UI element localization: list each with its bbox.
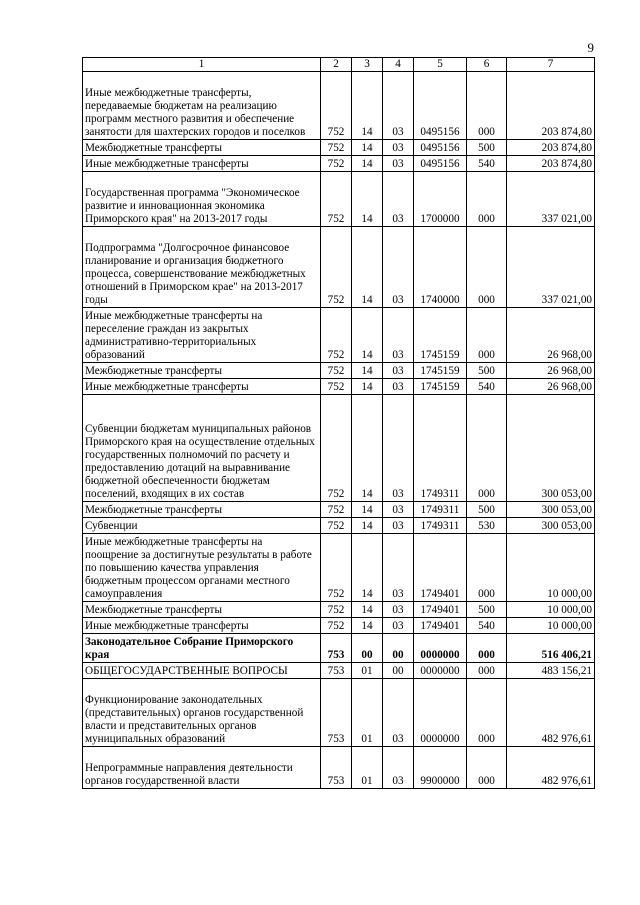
section-code: 14 [352,534,383,602]
section-code: 14 [352,602,383,618]
expense-type-code: 540 [467,156,507,172]
row-name: Межбюджетные трансферты [83,502,321,518]
section-code: 01 [352,679,383,747]
target-article-code: 0495156 [414,72,467,140]
expense-type-code: 000 [467,747,507,789]
column-header: 3 [352,58,383,72]
table-row [83,379,595,395]
subsection-code: 03 [383,140,414,156]
expense-type-code: 000 [467,395,507,502]
section-code: 14 [352,140,383,156]
expense-type-code: 000 [467,663,507,679]
subsection-code: 03 [383,156,414,172]
section-code: 14 [352,227,383,308]
admin-code: 752 [321,379,352,395]
subsection-code: 03 [383,72,414,140]
admin-code: 753 [321,634,352,663]
expense-type-code: 000 [467,679,507,747]
target-article-code: 1749311 [414,395,467,502]
column-header: 2 [321,58,352,72]
target-article-code: 1745159 [414,308,467,363]
admin-code: 752 [321,72,352,140]
table-row [83,518,595,534]
subsection-code: 03 [383,518,414,534]
subsection-code: 03 [383,747,414,789]
table-row [83,140,595,156]
expense-type-code: 000 [467,227,507,308]
expense-type-code: 500 [467,502,507,518]
table-row [83,634,595,663]
column-header: 6 [467,58,507,72]
admin-code: 752 [321,602,352,618]
table-row [83,618,595,634]
admin-code: 753 [321,747,352,789]
section-code: 14 [352,363,383,379]
target-article-code: 1749401 [414,602,467,618]
admin-code: 752 [321,395,352,502]
admin-code: 752 [321,502,352,518]
expense-type-code: 000 [467,534,507,602]
subsection-code: 03 [383,379,414,395]
row-name: Межбюджетные трансферты [83,140,321,156]
amount: 10 000,00 [507,602,595,618]
section-code: 01 [352,663,383,679]
amount: 300 053,00 [507,502,595,518]
target-article-code: 1749311 [414,518,467,534]
target-article-code: 1700000 [414,172,467,227]
section-code: 14 [352,156,383,172]
target-article-code: 0000000 [414,634,467,663]
table-row [83,663,595,679]
row-name: Подпрограмма "Долгосрочное финансовое планирование и организация бюджетного процесса, совершенствование межбюджетных отношений в Приморском крае" на 2013-2017 годы [83,227,321,308]
section-code: 14 [352,618,383,634]
admin-code: 752 [321,140,352,156]
target-article-code: 1745159 [414,363,467,379]
budget-table [82,57,595,789]
amount: 203 874,80 [507,140,595,156]
subsection-code: 03 [383,395,414,502]
table-row [83,679,595,747]
expense-type-code: 000 [467,634,507,663]
admin-code: 752 [321,227,352,308]
expense-type-code: 530 [467,518,507,534]
row-name: Иные межбюджетные трансферты на переселение граждан из закрытых административно-территориальных образований [83,308,321,363]
row-name: Иные межбюджетные трансферты, передаваемые бюджетам на реализацию программ местного развития и обеспечение занятости для шахтерских городов и поселков [83,72,321,140]
section-code: 14 [352,308,383,363]
admin-code: 752 [321,363,352,379]
expense-type-code: 540 [467,618,507,634]
expense-type-code: 000 [467,72,507,140]
admin-code: 752 [321,156,352,172]
admin-code: 752 [321,518,352,534]
subsection-code: 03 [383,502,414,518]
table-row [83,227,595,308]
subsection-code: 03 [383,308,414,363]
row-name: Государственная программа "Экономическое развитие и инновационная экономика Приморского края" на 2013-2017 годы [83,172,321,227]
target-article-code: 1749311 [414,502,467,518]
table-row [83,363,595,379]
subsection-code: 03 [383,534,414,602]
subsection-code: 03 [383,679,414,747]
row-name: Субвенции бюджетам муниципальных районов Приморского края на осуществление отдельных государственных полномочий по расчету и предоставлению дотаций на выравнивание бюджетной обеспеченности бюджетам поселений, входящих в их состав [83,395,321,502]
section-code: 00 [352,634,383,663]
expense-type-code: 500 [467,140,507,156]
amount: 337 021,00 [507,227,595,308]
column-header: 7 [507,58,595,72]
expense-type-code: 500 [467,602,507,618]
table-row [83,156,595,172]
subsection-code: 00 [383,663,414,679]
row-name: Функционирование законодательных (представительных) органов государственной власти и представительных органов муниципальных образований [83,679,321,747]
expense-type-code: 500 [467,363,507,379]
amount: 516 406,21 [507,634,595,663]
amount: 26 968,00 [507,363,595,379]
amount: 337 021,00 [507,172,595,227]
amount: 482 976,61 [507,679,595,747]
admin-code: 752 [321,308,352,363]
subsection-code: 03 [383,602,414,618]
table-row [83,602,595,618]
amount: 300 053,00 [507,518,595,534]
page-number: 9 [587,40,594,55]
row-name: ОБЩЕГОСУДАРСТВЕННЫЕ ВОПРОСЫ [83,663,321,679]
table-row [83,308,595,363]
amount: 203 874,80 [507,72,595,140]
row-name: Субвенции [83,518,321,534]
target-article-code: 1749401 [414,534,467,602]
admin-code: 752 [321,172,352,227]
amount: 26 968,00 [507,308,595,363]
table-row [83,395,595,502]
admin-code: 753 [321,679,352,747]
target-article-code: 9900000 [414,747,467,789]
table-body [83,72,595,789]
row-name: Непрограммные направления деятельности органов государственной власти [83,747,321,789]
subsection-code: 03 [383,227,414,308]
target-article-code: 0000000 [414,663,467,679]
section-code: 14 [352,379,383,395]
section-code: 14 [352,72,383,140]
subsection-code: 03 [383,363,414,379]
section-code: 14 [352,518,383,534]
row-name: Межбюджетные трансферты [83,363,321,379]
row-name: Иные межбюджетные трансферты [83,156,321,172]
amount: 26 968,00 [507,379,595,395]
table-row [83,72,595,140]
admin-code: 752 [321,618,352,634]
target-article-code: 1749401 [414,618,467,634]
target-article-code: 0495156 [414,156,467,172]
subsection-code: 03 [383,618,414,634]
subsection-code: 00 [383,634,414,663]
row-name: Иные межбюджетные трансферты [83,618,321,634]
amount: 483 156,21 [507,663,595,679]
admin-code: 753 [321,663,352,679]
section-code: 01 [352,747,383,789]
column-header: 5 [414,58,467,72]
admin-code: 752 [321,534,352,602]
column-header: 4 [383,58,414,72]
table-row [83,534,595,602]
amount: 10 000,00 [507,618,595,634]
expense-type-code: 540 [467,379,507,395]
target-article-code: 0000000 [414,679,467,747]
expense-type-code: 000 [467,308,507,363]
amount: 482 976,61 [507,747,595,789]
amount: 300 053,00 [507,395,595,502]
section-code: 14 [352,395,383,502]
table-row [83,747,595,789]
row-name: Межбюджетные трансферты [83,602,321,618]
table-header-row [83,58,595,72]
column-header: 1 [83,58,321,72]
section-code: 14 [352,172,383,227]
table-row [83,172,595,227]
target-article-code: 0495156 [414,140,467,156]
section-code: 14 [352,502,383,518]
row-name: Законодательное Собрание Приморского края [83,634,321,663]
amount: 203 874,80 [507,156,595,172]
row-name: Иные межбюджетные трансферты [83,379,321,395]
expense-type-code: 000 [467,172,507,227]
subsection-code: 03 [383,172,414,227]
table-row [83,502,595,518]
target-article-code: 1745159 [414,379,467,395]
target-article-code: 1740000 [414,227,467,308]
row-name: Иные межбюджетные трансферты на поощрение за достигнутые результаты в работе по повышению качества управления бюджетным процессом органами местного самоуправления [83,534,321,602]
amount: 10 000,00 [507,534,595,602]
